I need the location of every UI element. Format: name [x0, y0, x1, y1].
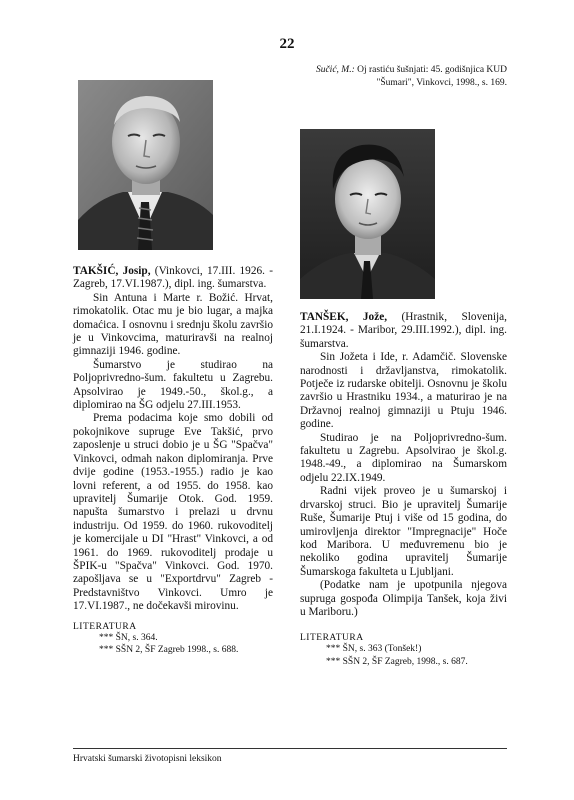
bio-paragraph: Šumarstvo je studirao na Poljoprivredno-šum. fakultetu u Zagrebu. Apsolvirao je 1949.-50., škol.g., a diplomirao na ŠG odjelu 27.III.1953. [73, 358, 273, 412]
reference-text: Oj rastiću šušnjati: 45. godišnjica KUD "Šumari", Vinkovci, 1998., s. 169. [354, 65, 507, 88]
footer-divider [73, 748, 507, 749]
continued-reference [300, 64, 507, 89]
page-number: 22 [279, 36, 295, 52]
reference-author: Sučić, M.: [315, 65, 355, 75]
literatura-heading: LITERATURA [73, 621, 137, 632]
left-entry [73, 80, 273, 657]
portrait-tanšek [300, 129, 435, 299]
bio-paragraph: Studirao je na Poljoprivredno-šum. fakultetu u Zagrebu. Apsolvirao je škol.g. 1948.-49., a diplomirao na Šumarskom odjelu 22.IX.1949. [300, 431, 507, 484]
entry-name: TAKŠIĆ, Josip, [73, 265, 151, 277]
right-entry [300, 64, 507, 668]
literatura-item: *** ŠN, s. 363 (Tonšek!) [326, 644, 422, 655]
literatura-item: *** ŠN, s. 364. [99, 632, 158, 643]
literatura-item: *** SŠN 2, ŠF Zagreb, 1998., s. 687. [326, 656, 468, 667]
literatura-item: *** SŠN 2, ŠF Zagreb 1998., s. 688. [99, 645, 239, 656]
portrait-takšić [78, 80, 213, 250]
bio-paragraph: Sin Antuna i Marte r. Božić. Hrvat, rimokatolik. Otac mu je bio lugar, a majka domaćica. I osnovnu i srednju školu završio je u Vinkovcima, maturiravši na realnoj gimnaziji 1946. godine. [73, 291, 273, 358]
biography-tanšek [300, 311, 507, 619]
biography-takšić [73, 265, 273, 614]
bio-paragraph: Radni vijek proveo je u šumarskoj i drvarskoj struci. Bio je upravitelj Šumarije Ruše, Šumarije Ptuj i više od 15 godina, do umirovljenja direktor "Impregnacije" Hoče kod Maribora. U međuvremenu bio je nekoliko godina upravitelj Šumarije Šumarskoga fakulteta u Ljubljani. [300, 485, 507, 578]
bio-paragraph: Prema podacima koje smo dobili od pokojnikove supruge Eve Takšić, prvo zaposlenje u struci dobio je u ŠG "Spačva" Vinkovci, odmah nakon diplomiranja. Prve dvije godine (1953.-1955.) radio je kao lovni referent, a od 1955. do 1958. kao upravitelj Šumarije Otok. God. 1959. napušta šumarstvo i prelazi u drvnu industriju. Od 1959. do 1960. rukovoditelj je komercijale u DI "Hrast" Vinkovci, a od 1961. do 1969. rukovoditelj prodaje u ŠPIK-u "Spačva" Vinkovci. God. 1970. zapošljava se u "Exportdrvu" Zagreb - Predstavništvo Vinkovci. Umro je 17.VI.1987., ne dočekavši mirovinu. [73, 412, 273, 613]
bio-paragraph: (Podatke nam je upotpunila njegova supruga gospođa Olimpija Tanšek, koja živi u Mariboru.) [300, 579, 507, 618]
entry-dates: (Hrastnik, Slovenija, 21.I.1924. - Maribor, 29.III.1992.), dipl. ing. šumarstva. [300, 311, 507, 350]
literatura-heading: LITERATURA [300, 633, 364, 644]
entry-name: TANŠEK, Jože, [300, 311, 388, 323]
bio-paragraph: Sin Jožeta i Ide, r. Adamčič. Slovenske narodnosti i državljanstva, rimokatolik. Potječe iz rudarske obitelji. Osnovnu je školu završio u Hrastniku 1934., a maturirao je na Državnoj realnoj gimnaziji u Ptuju 1946. godine. [300, 351, 507, 431]
footer-title: Hrvatski šumarski životopisni leksikon [73, 754, 222, 764]
entry-dates: (Vinkovci, 17.III. 1926. - Zagreb, 17.VI.1987.), dipl. ing. šumarstva. [73, 265, 273, 291]
